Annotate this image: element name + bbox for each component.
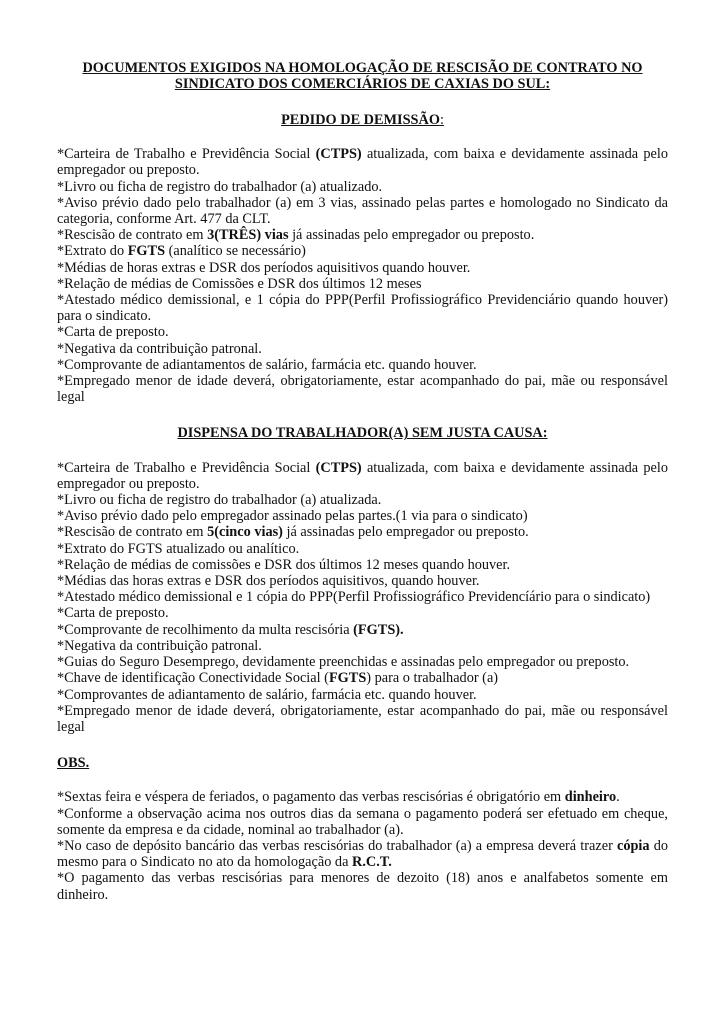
text: *Empregado menor de idade deverá, obrigatoriamente, estar acompanhado do pai, mãe ou responsável legal (57, 373, 668, 406)
title-line-2: SINDICATO DOS COMERCIÁRIOS DE CAXIAS DO SUL: (174, 76, 551, 92)
list-item (57, 789, 668, 805)
text: *O pagamento das verbas rescisórias para menores de dezoito (18) anos e analfabetos somente em dinheiro. (57, 870, 668, 903)
bold-text: (CTPS) (315, 146, 362, 163)
bold-text: FGTS (328, 670, 367, 687)
list-item (57, 146, 668, 178)
text: *Carteira de Trabalho e Previdência Social (57, 459, 316, 476)
text: *Rescisão de contrato em (57, 524, 208, 541)
list-item (57, 179, 668, 195)
text: *Atestado médico demissional e 1 cópia do PPP(Perfil Profissiográfico Previdencíário para o sindicato) (57, 589, 651, 606)
text: *Carteira de Trabalho e Previdência Social (57, 146, 316, 163)
list-item (57, 492, 668, 508)
list-item (57, 687, 668, 703)
list-item (57, 557, 668, 573)
bold-text: (CTPS) (315, 459, 362, 476)
list-item (57, 373, 668, 405)
text: *Conforme a observação acima nos outros dias da semana o pagamento poderá ser efetuado em cheque, somente da empresa e da cidade, nominal ao trabalhador (a). (57, 805, 668, 838)
text: *Carta de preposto. (57, 605, 169, 622)
list-item (57, 573, 668, 589)
title-line-1: DOCUMENTOS EXIGIDOS NA HOMOLOGAÇÃO DE RESCISÃO DE CONTRATO NO (82, 60, 643, 76)
list-item (57, 243, 668, 259)
text: *Aviso prévio dado pelo empregador assinado pelas partes.(1 via para o sindicato) (57, 508, 528, 525)
requirements-list (57, 146, 668, 405)
list-item (57, 838, 668, 870)
text: *Atestado médico demissional, e 1 cópia do PPP(Perfil Profissiográfico Previdenciário quando houver) para o sindicato. (57, 292, 668, 325)
text: já assinadas pelo empregador ou preposto. (288, 227, 535, 244)
list-item (57, 508, 668, 524)
text: *No caso de depósito bancário das verbas rescisórias do trabalhador (a) a empresa deverá trazer (57, 837, 617, 854)
text: *Livro ou ficha de registro do trabalhador (a) atualizado. (57, 178, 383, 195)
bold-text: (FGTS). (353, 621, 404, 638)
text: *Rescisão de contrato em (57, 227, 208, 244)
text: atualizada, com baixa e devidamente assinada pelo empregador ou preposto. (57, 146, 668, 179)
list-item (57, 324, 668, 340)
section-pedido-demissao (57, 112, 668, 405)
text: *Sextas feira e véspera de feriados, o pagamento das verbas rescisórias é obrigatório em (57, 789, 565, 806)
list-item (57, 654, 668, 670)
text: *Relação de médias de Comissões e DSR dos últimos 12 meses (57, 275, 422, 292)
text: *Médias de horas extras e DSR dos períodos aquisitivos quando houver. (57, 259, 471, 276)
requirements-list (57, 460, 668, 735)
bold-text: FGTS (127, 243, 166, 260)
text: *Chave de identificação Conectividade Social ( (57, 670, 329, 687)
list-item (57, 806, 668, 838)
text: *Negativa da contribuição patronal. (57, 340, 262, 357)
text: *Comprovante de adiantamentos de salário, farmácia etc. quando houver. (57, 356, 477, 373)
text: *Extrato do FGTS atualizado ou analítico. (57, 540, 300, 557)
list-item (57, 292, 668, 324)
text: (analítico se necessário) (165, 243, 306, 260)
text: ) para o trabalhador (a) (366, 670, 499, 687)
list-item (57, 638, 668, 654)
text: já assinadas pelo empregador ou preposto. (282, 524, 529, 541)
list-item (57, 227, 668, 243)
text: *Comprovantes de adiantamento de salário, farmácia etc. quando houver. (57, 686, 477, 703)
bold-text: dinheiro (564, 789, 617, 806)
section-dispensa-sem-justa-causa (57, 425, 668, 735)
text: *Aviso prévio dado pelo trabalhador (a) em 3 vias, assinado pelas partes e homologado no Sindicato da categoria, conforme Art. 477 da CLT. (57, 194, 668, 228)
obs-list (57, 789, 668, 902)
obs-heading: OBS. (57, 755, 90, 772)
list-item (57, 276, 668, 292)
text: *Extrato do (57, 243, 128, 260)
list-item (57, 541, 668, 557)
list-item (57, 622, 668, 638)
text: *Médias das horas extras e DSR dos períodos aquisitivos, quando houver. (57, 573, 480, 590)
list-item (57, 524, 668, 540)
text: do mesmo para o Sindicato no ato da homologação da (57, 837, 669, 871)
list-item (57, 260, 668, 276)
text: *Empregado menor de idade deverá, obrigatoriamente, estar acompanhado do pai, mãe ou responsável legal (57, 702, 668, 735)
bold-text: 3(TRÊS) vias (207, 227, 289, 244)
text: *Comprovante de recolhimento da multa rescisória (57, 621, 354, 638)
section-heading: PEDIDO DE DEMISSÃO: (281, 112, 444, 128)
text: *Livro ou ficha de registro do trabalhador (a) atualizada. (57, 492, 382, 509)
section-obs (57, 755, 668, 903)
text: *Guias do Seguro Desemprego, devidamente preenchidas e assinadas pelo empregador ou preposto. (57, 654, 630, 671)
list-item (57, 341, 668, 357)
bold-text: cópia (616, 837, 650, 854)
list-item (57, 870, 668, 902)
bold-text: R.C.T. (352, 854, 392, 871)
list-item (57, 589, 668, 605)
text: . (616, 789, 620, 806)
list-item (57, 670, 668, 686)
section-heading: DISPENSA DO TRABALHADOR(A) SEM JUSTA CAUSA: (177, 425, 548, 442)
list-item (57, 605, 668, 621)
list-item (57, 460, 668, 492)
text: *Relação de médias de comissões e DSR dos últimos 12 meses quando houver. (57, 556, 511, 573)
bold-text: 5(cinco vias) (207, 524, 283, 541)
text: *Negativa da contribuição patronal. (57, 637, 262, 654)
text: atualizada, com baixa e devidamente assinada pelo empregador ou preposto. (57, 459, 668, 492)
list-item (57, 195, 668, 227)
list-item (57, 703, 668, 735)
document-page (57, 60, 668, 903)
text: *Carta de preposto. (57, 324, 169, 341)
document-title (57, 60, 668, 92)
list-item (57, 357, 668, 373)
